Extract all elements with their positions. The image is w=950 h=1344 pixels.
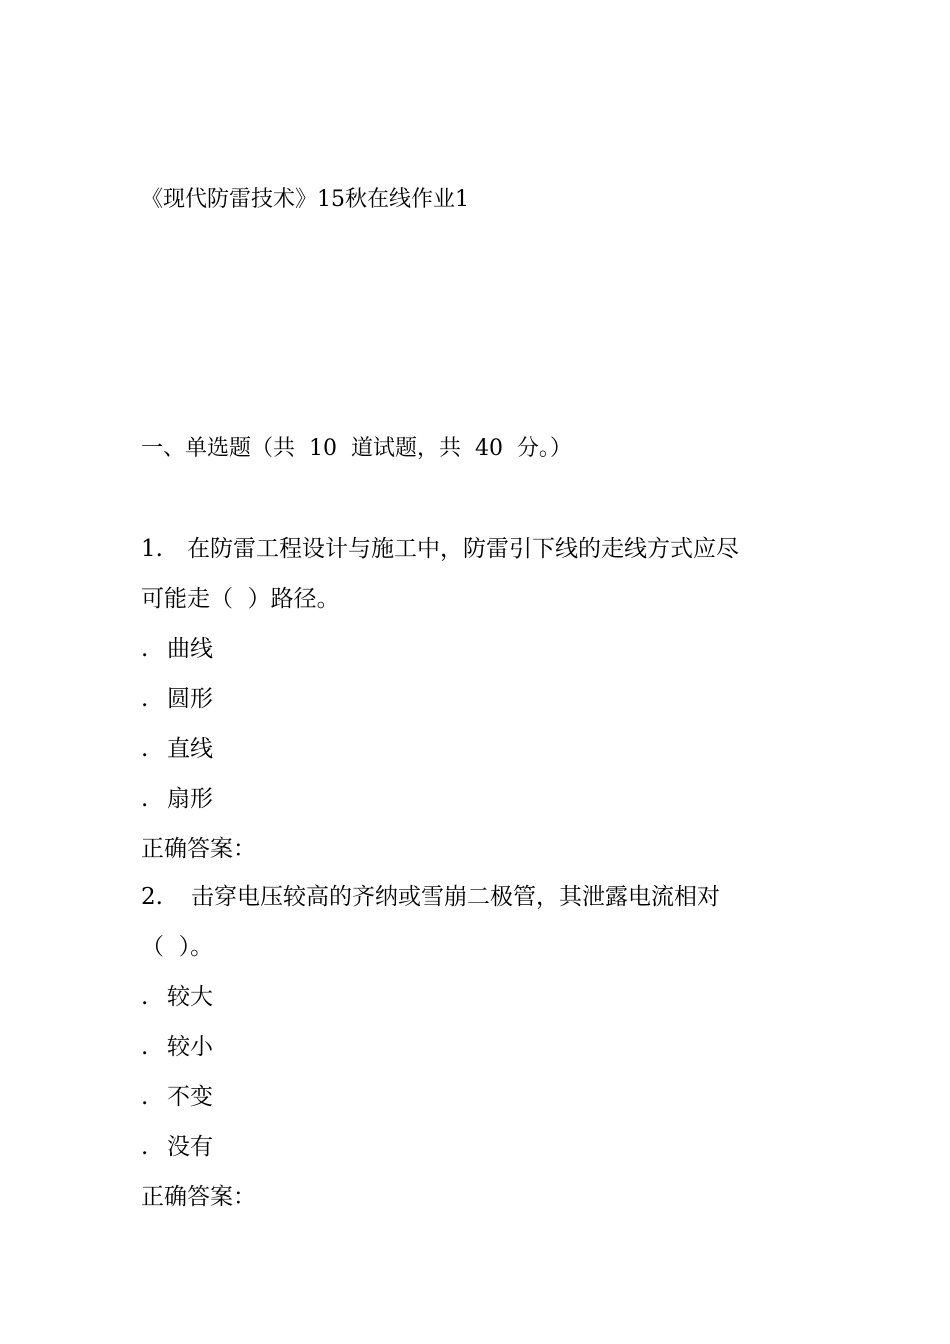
document-title: 《现代防雷技术》15秋在线作业1 — [141, 187, 469, 212]
answer-label: 正确答案： — [141, 836, 256, 862]
question-stem-line-1 — [141, 532, 821, 582]
option-d — [141, 1130, 821, 1180]
option-bullet: . — [141, 1134, 149, 1160]
option-text: 不变 — [167, 1084, 213, 1110]
option-text: 直线 — [167, 736, 213, 762]
option-c — [141, 732, 821, 782]
section-heading: 一、单选题（共 10 道试题，共 40 分。） — [141, 436, 572, 461]
option-bullet: . — [141, 686, 149, 712]
option-text: 较小 — [167, 1034, 213, 1060]
question-stem-text: 击穿电压较高的齐纳或雪崩二极管，其泄露电流相对 — [190, 884, 720, 910]
question-stem-line-1 — [141, 880, 821, 930]
option-b — [141, 682, 821, 732]
option-a — [141, 632, 821, 682]
option-text: 曲线 — [167, 636, 213, 662]
option-a — [141, 980, 821, 1030]
option-text: 圆形 — [167, 686, 213, 712]
option-bullet: . — [141, 786, 149, 812]
option-text: 较大 — [167, 984, 213, 1010]
option-bullet: . — [141, 984, 149, 1010]
answer-label: 正确答案： — [141, 1184, 256, 1210]
question-2 — [141, 880, 821, 1230]
option-bullet: . — [141, 636, 149, 662]
option-text: 扇形 — [167, 786, 213, 812]
option-bullet: . — [141, 736, 149, 762]
option-bullet: . — [141, 1084, 149, 1110]
option-b — [141, 1030, 821, 1080]
question-number: 1. — [141, 536, 163, 562]
question-stem-text: 在防雷工程设计与施工中，防雷引下线的走线方式应尽 — [186, 536, 739, 562]
question-stem-line-2: （ ）。 — [141, 934, 214, 960]
question-number: 2. — [141, 884, 163, 910]
option-text: 没有 — [167, 1134, 213, 1160]
question-stem-line-2: 可能走（ ）路径。 — [141, 586, 340, 612]
option-d — [141, 782, 821, 832]
question-1 — [141, 532, 821, 882]
option-c — [141, 1080, 821, 1130]
option-bullet: . — [141, 1034, 149, 1060]
